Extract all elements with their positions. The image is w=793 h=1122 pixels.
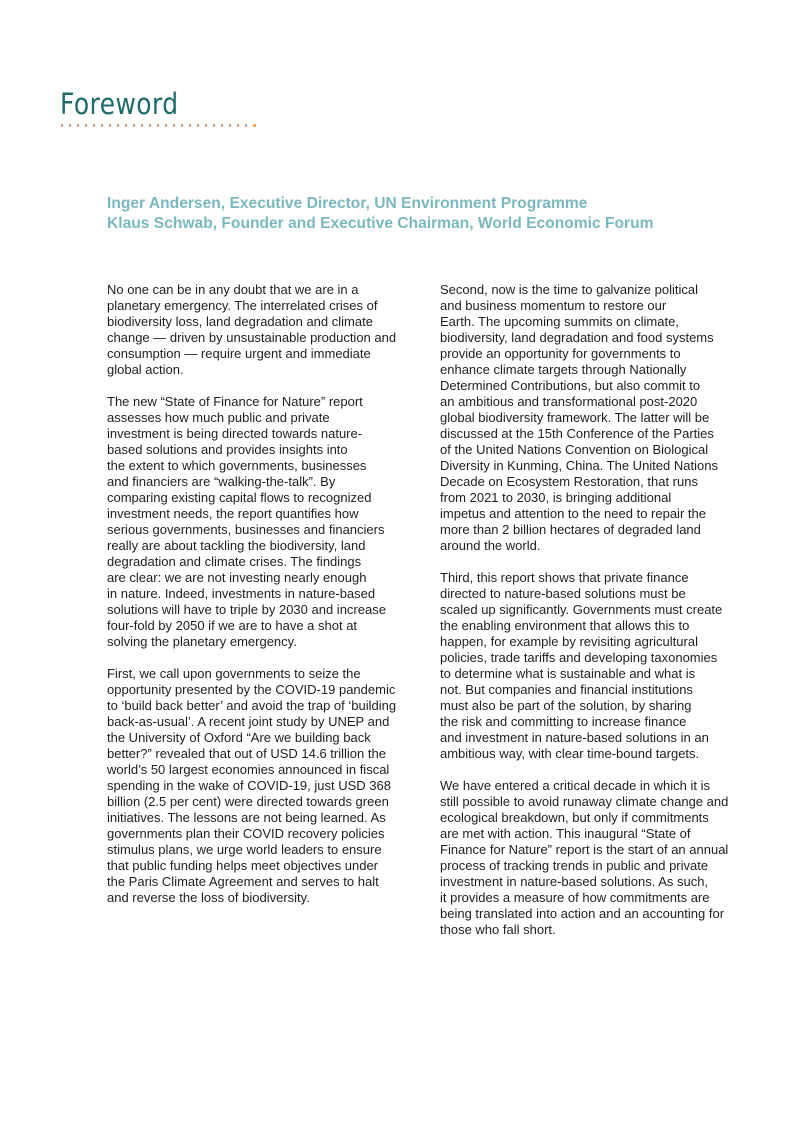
decorative-dot — [205, 124, 207, 126]
decorative-dot — [149, 124, 151, 126]
paragraph-line: being translated into action and an accounting for — [440, 906, 725, 921]
decorative-dot — [93, 124, 95, 126]
author-line: Klaus Schwab, Founder and Executive Chairman, World Economic Forum — [107, 215, 654, 232]
decorative-dot — [165, 124, 167, 126]
paragraph-line: global action. — [107, 362, 184, 377]
paragraph-line: still possible to avoid runaway climate change and — [440, 794, 729, 809]
decorative-dot — [77, 124, 79, 126]
paragraph-line: the Paris Climate Agreement and serves to halt — [107, 874, 379, 889]
paragraph-line: biodiversity, land degradation and food systems — [440, 330, 714, 345]
paragraph-line: really are about tackling the biodiversity, land — [107, 538, 366, 553]
decorative-dot — [85, 124, 87, 126]
right-text-column — [440, 282, 740, 954]
paragraph-line: global biodiversity framework. The latter will be — [440, 410, 710, 425]
title-dotted-underline — [61, 124, 256, 127]
decorative-dot — [189, 124, 191, 126]
paragraph-line: and financiers are “walking-the-talk”. By — [107, 474, 336, 489]
paragraph-line: governments plan their COVID recovery policies — [107, 826, 385, 841]
decorative-dot — [229, 124, 231, 126]
paragraph-line: Finance for Nature” report is the start of an annual — [440, 842, 729, 857]
decorative-dot — [197, 124, 199, 126]
paragraph-line: from 2021 to 2030, is bringing additional — [440, 490, 672, 505]
paragraph-line: and business momentum to restore our — [440, 298, 667, 313]
paragraph-line: biodiversity loss, land degradation and climate — [107, 314, 373, 329]
paragraph-line: impetus and attention to the need to repair the — [440, 506, 706, 521]
paragraph-line: process of tracking trends in public and private — [440, 858, 709, 873]
paragraph-line: solutions will have to triple by 2030 and increase — [107, 602, 386, 617]
paragraph-line: change — driven by unsustainable production and — [107, 330, 397, 345]
paragraph-line: the enabling environment that allows this to — [440, 618, 690, 633]
paragraph-line: that public funding helps meet objectives under — [107, 858, 379, 873]
paragraph-line: stimulus plans, we urge world leaders to ensure — [107, 842, 382, 857]
paragraph-line: around the world. — [440, 538, 541, 553]
decorative-dot — [69, 124, 71, 126]
paragraph-line: Determined Contributions, but also commit to — [440, 378, 701, 393]
paragraph-line: No one can be in any doubt that we are in a — [107, 282, 359, 297]
decorative-dot — [117, 124, 119, 126]
paragraph-line: to ‘build back better’ and avoid the trap of ‘building — [107, 698, 397, 713]
body-paragraph — [440, 282, 740, 554]
decorative-dot — [61, 124, 63, 126]
paragraph-line: based solutions and provides insights into — [107, 442, 348, 457]
paragraph-line: happen, for example by revisiting agricultural — [440, 634, 698, 649]
paragraph-line: spending in the wake of COVID-19, just USD 368 — [107, 778, 391, 793]
paragraph-line: better?” revealed that out of USD 14.6 trillion the — [107, 746, 386, 761]
decorative-dot — [109, 124, 111, 126]
paragraph-line: Decade on Ecosystem Restoration, that runs — [440, 474, 698, 489]
decorative-dot — [213, 124, 215, 126]
paragraph-line: serious governments, businesses and financiers — [107, 522, 385, 537]
page-title: Foreword — [60, 87, 179, 121]
paragraph-line: investment is being directed towards nature- — [107, 426, 363, 441]
paragraph-line: to determine what is sustainable and what is — [440, 666, 696, 681]
paragraph-line: Second, now is the time to galvanize political — [440, 282, 698, 297]
paragraph-line: First, we call upon governments to seize the — [107, 666, 361, 681]
paragraph-line: Earth. The upcoming summits on climate, — [440, 314, 679, 329]
paragraph-line: it provides a measure of how commitments are — [440, 890, 710, 905]
paragraph-line: initiatives. The lessons are not being learned. As — [107, 810, 386, 825]
decorative-dot — [181, 124, 183, 126]
decorative-dot — [157, 124, 159, 126]
paragraph-line: planetary emergency. The interrelated crises of — [107, 298, 378, 313]
decorative-dot — [237, 124, 239, 126]
paragraph-line: of the United Nations Convention on Biological — [440, 442, 709, 457]
author-block — [107, 194, 653, 234]
paragraph-line: comparing existing capital flows to recognized — [107, 490, 372, 505]
paragraph-line: must also be part of the solution, by sharing — [440, 698, 692, 713]
decorative-dot — [125, 124, 127, 126]
decorative-dot — [141, 124, 143, 126]
paragraph-line: are clear: we are not investing nearly enough — [107, 570, 367, 585]
author-line: Inger Andersen, Executive Director, UN Environment Programme — [107, 195, 588, 212]
paragraph-line: billion (2.5 per cent) were directed towards green — [107, 794, 389, 809]
left-text-column — [107, 282, 407, 922]
paragraph-line: not. But companies and financial institutions — [440, 682, 693, 697]
paragraph-line: and reverse the loss of biodiversity. — [107, 890, 310, 905]
paragraph-line: four-fold by 2050 if we are to have a shot at — [107, 618, 358, 633]
paragraph-line: world’s 50 largest economies announced in fiscal — [107, 762, 390, 777]
decorative-dot — [173, 124, 175, 126]
paragraph-line: assesses how much public and private — [107, 410, 330, 425]
paragraph-line: and investment in nature-based solutions in an — [440, 730, 709, 745]
body-paragraph — [440, 778, 740, 938]
paragraph-line: solving the planetary emergency. — [107, 634, 297, 649]
paragraph-line: policies, trade tariffs and developing taxonomies — [440, 650, 718, 665]
body-paragraph — [107, 394, 407, 650]
paragraph-line: ecological breakdown, but only if commitments — [440, 810, 709, 825]
decorative-dot — [101, 124, 103, 126]
paragraph-line: are met with action. This inaugural “State of — [440, 826, 691, 841]
decorative-dot — [221, 124, 223, 126]
paragraph-line: an ambitious and transformational post-2020 — [440, 394, 698, 409]
paragraph-line: investment needs, the report quantifies how — [107, 506, 359, 521]
paragraph-line: investment in nature-based solutions. As such, — [440, 874, 709, 889]
paragraph-line: The new “State of Finance for Nature” report — [107, 394, 363, 409]
paragraph-line: We have entered a critical decade in which it is — [440, 778, 711, 793]
body-paragraph — [440, 570, 740, 762]
paragraph-line: provide an opportunity for governments to — [440, 346, 681, 361]
paragraph-line: those who fall short. — [440, 922, 556, 937]
paragraph-line: the risk and committing to increase finance — [440, 714, 687, 729]
paragraph-line: scaled up significantly. Governments must create — [440, 602, 723, 617]
paragraph-line: back-as-usual’. A recent joint study by UNEP and — [107, 714, 390, 729]
paragraph-line: degradation and climate crises. The findings — [107, 554, 362, 569]
decorative-dot — [133, 124, 135, 126]
paragraph-line: the extent to which governments, businesses — [107, 458, 367, 473]
paragraph-line: Diversity in Kunming, China. The United Nations — [440, 458, 718, 473]
paragraph-line: consumption — require urgent and immediate — [107, 346, 371, 361]
paragraph-line: the University of Oxford “Are we building back — [107, 730, 371, 745]
decorative-dot — [253, 124, 256, 127]
paragraph-line: ambitious way, with clear time-bound targets. — [440, 746, 700, 761]
paragraph-line: enhance climate targets through Nationally — [440, 362, 687, 377]
paragraph-line: in nature. Indeed, investments in nature-based — [107, 586, 376, 601]
decorative-dot — [245, 124, 247, 126]
paragraph-line: directed to nature-based solutions must be — [440, 586, 686, 601]
paragraph-line: opportunity presented by the COVID-19 pandemic — [107, 682, 396, 697]
body-paragraph — [107, 282, 407, 378]
paragraph-line: more than 2 billion hectares of degraded land — [440, 522, 701, 537]
body-paragraph — [107, 666, 407, 906]
paragraph-line: discussed at the 15th Conference of the Parties — [440, 426, 714, 441]
paragraph-line: Third, this report shows that private finance — [440, 570, 689, 585]
